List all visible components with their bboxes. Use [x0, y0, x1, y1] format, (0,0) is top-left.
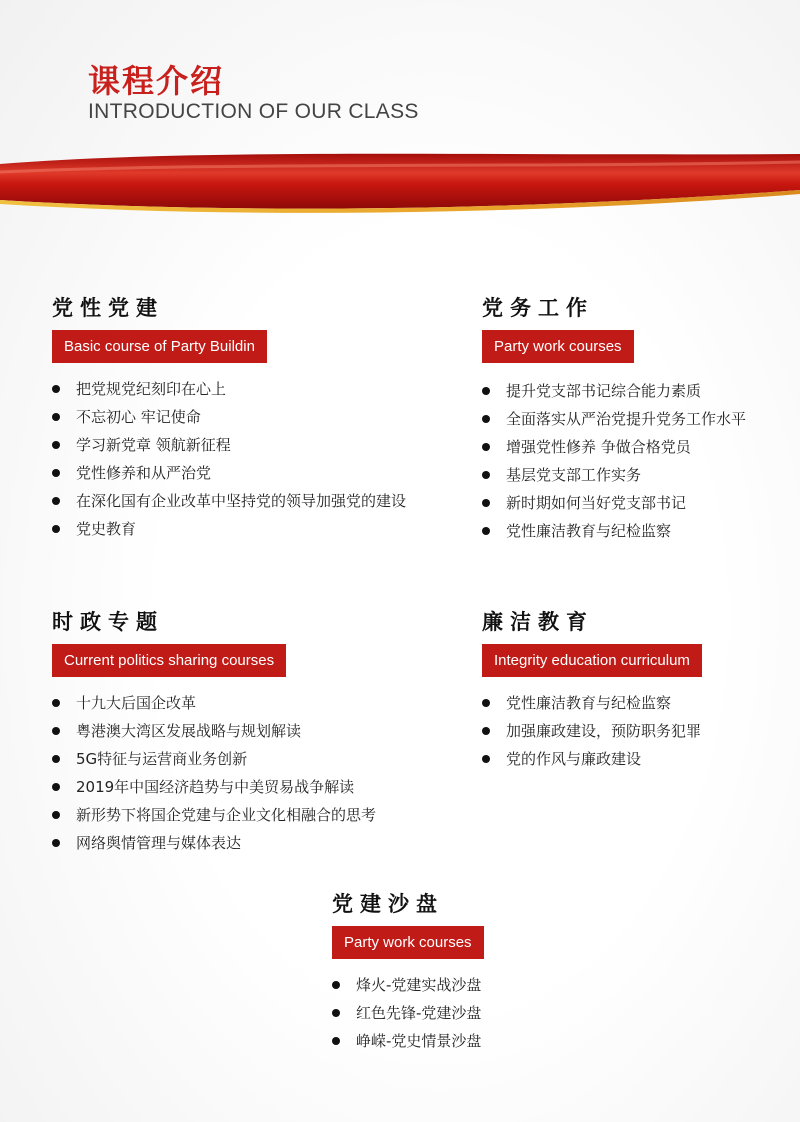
bullet-icon	[332, 1009, 340, 1017]
list-item	[482, 433, 746, 461]
red-ribbon-banner	[0, 150, 800, 220]
course-item: 党史教育	[76, 520, 137, 538]
section-badge: Party work courses	[332, 926, 484, 959]
bullet-icon	[332, 981, 340, 989]
page-subtitle: INTRODUCTION OF OUR CLASS	[88, 100, 419, 123]
course-item: 学习新党章 领航新征程	[76, 436, 231, 454]
section-title: 廉洁教育	[482, 610, 594, 634]
section-title: 时政专题	[52, 610, 164, 634]
course-item: 党性廉洁教育与纪检监察	[506, 522, 672, 540]
list-item	[52, 515, 406, 543]
section-party-building	[52, 294, 406, 543]
course-item: 新形势下将国企党建与企业文化相融合的思考	[76, 806, 377, 824]
bullet-icon	[482, 499, 490, 507]
list-item	[332, 1027, 484, 1055]
bullet-icon	[482, 727, 490, 735]
section-title: 党务工作	[482, 296, 594, 320]
section-badge: Party work courses	[482, 330, 634, 363]
bullet-icon	[52, 385, 60, 393]
bullet-icon	[332, 1037, 340, 1045]
list-item	[52, 431, 406, 459]
course-item: 把党规党纪刻印在心上	[76, 380, 227, 398]
bullet-icon	[52, 699, 60, 707]
list-item	[482, 745, 702, 773]
course-item: 粤港澳大湾区发展战略与规划解读	[76, 722, 302, 740]
list-item	[52, 717, 376, 745]
section-title: 党性党建	[52, 296, 164, 320]
course-list	[482, 689, 702, 773]
bullet-icon	[52, 755, 60, 763]
bullet-icon	[482, 415, 490, 423]
bullet-icon	[52, 413, 60, 421]
list-item	[52, 487, 406, 515]
course-item: 党性廉洁教育与纪检监察	[506, 694, 672, 712]
bullet-icon	[482, 527, 490, 535]
list-item	[52, 801, 376, 829]
list-item	[482, 717, 702, 745]
course-item: 在深化国有企业改革中坚持党的领导加强党的建设	[76, 492, 407, 510]
list-item	[482, 689, 702, 717]
bullet-icon	[482, 699, 490, 707]
list-item	[52, 403, 406, 431]
list-item	[52, 689, 376, 717]
list-item	[52, 375, 406, 403]
course-item: 增强党性修养 争做合格党员	[506, 438, 691, 456]
course-list	[52, 689, 376, 857]
course-list	[332, 971, 484, 1055]
course-item: 红色先锋-党建沙盘	[356, 1004, 482, 1022]
bullet-icon	[52, 525, 60, 533]
bullet-icon	[52, 783, 60, 791]
bullet-icon	[482, 755, 490, 763]
course-item: 不忘初心 牢记使命	[76, 408, 201, 426]
course-item: 加强廉政建设，预防职务犯罪	[506, 722, 702, 740]
list-item	[52, 773, 376, 801]
course-item: 网络舆情管理与媒体表达	[76, 834, 242, 852]
course-list	[482, 377, 746, 545]
section-title: 党建沙盘	[332, 892, 444, 916]
list-item	[332, 971, 484, 999]
list-item	[332, 999, 484, 1027]
course-item: 2019年中国经济趋势与中美贸易战争解读	[76, 778, 355, 796]
bullet-icon	[482, 387, 490, 395]
course-item: 党的作风与廉政建设	[506, 750, 642, 768]
list-item	[482, 461, 746, 489]
section-integrity-education	[482, 608, 702, 773]
list-item	[52, 829, 376, 857]
bullet-icon	[52, 811, 60, 819]
course-item: 基层党支部工作实务	[506, 466, 642, 484]
section-party-sandbox	[332, 890, 484, 1055]
bullet-icon	[52, 727, 60, 735]
section-badge: Basic course of Party Buildin	[52, 330, 267, 363]
section-current-politics	[52, 608, 376, 857]
course-item: 烽火-党建实战沙盘	[356, 976, 482, 994]
bullet-icon	[482, 443, 490, 451]
course-item: 全面落实从严治党提升党务工作水平	[506, 410, 747, 428]
list-item	[482, 377, 746, 405]
bullet-icon	[52, 441, 60, 449]
list-item	[52, 459, 406, 487]
list-item	[482, 517, 746, 545]
bullet-icon	[52, 839, 60, 847]
bullet-icon	[52, 497, 60, 505]
list-item	[52, 745, 376, 773]
page-title: 课程介绍	[88, 62, 225, 100]
course-item: 5G特征与运营商业务创新	[76, 750, 248, 768]
section-party-work	[482, 294, 746, 545]
course-item: 新时期如何当好党支部书记	[506, 494, 687, 512]
course-item: 十九大后国企改革	[76, 694, 197, 712]
bullet-icon	[482, 471, 490, 479]
course-item: 提升党支部书记综合能力素质	[506, 382, 702, 400]
list-item	[482, 405, 746, 433]
section-badge: Integrity education curriculum	[482, 644, 702, 677]
course-list	[52, 375, 406, 543]
list-item	[482, 489, 746, 517]
bullet-icon	[52, 469, 60, 477]
course-item: 党性修养和从严治党	[76, 464, 212, 482]
section-badge: Current politics sharing courses	[52, 644, 286, 677]
course-item: 峥嵘-党史情景沙盘	[356, 1032, 482, 1050]
